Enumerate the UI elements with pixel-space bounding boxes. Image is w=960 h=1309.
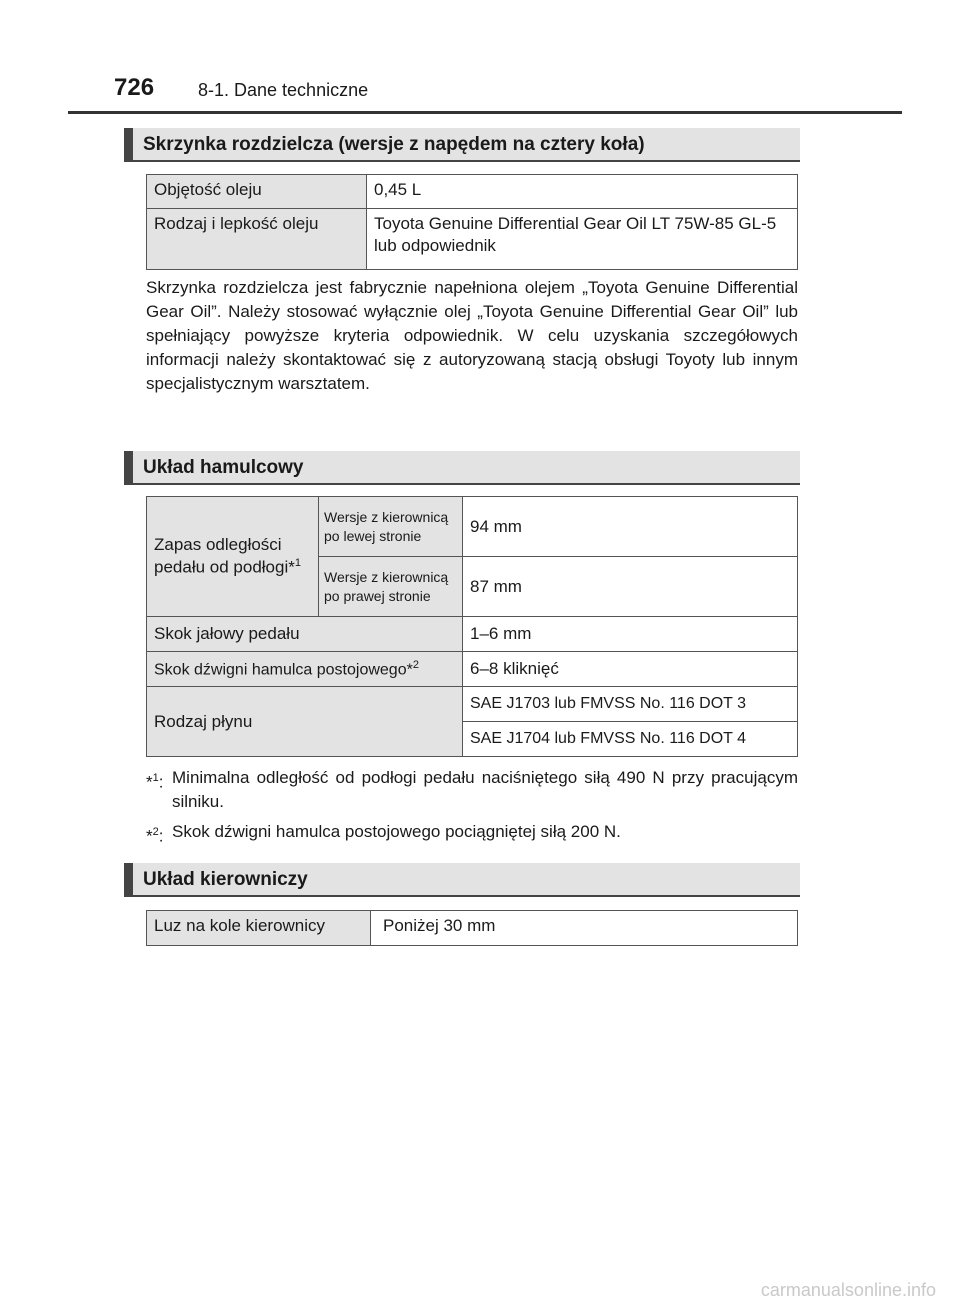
footnote-marker: *$^2$: <box>146 826 164 846</box>
section-title: Układ kierowniczy <box>143 869 308 890</box>
footnote <box>146 820 798 844</box>
steering-table <box>146 910 798 946</box>
free-play-label: Skok jałowy pedału <box>147 617 463 652</box>
footnote-text: Minimalna odległość od podłogi pedału naciśniętego siłą 490 N przy pracującym silniku. <box>172 768 798 811</box>
header-rule <box>68 111 902 114</box>
table-row <box>147 652 798 687</box>
table-row <box>147 175 798 209</box>
fluid-value-1: SAE J1703 lub FMVSS No. 116 DOT 3 <box>463 687 798 722</box>
free-play-value: 1–6 mm <box>463 617 798 652</box>
rhd-value: 87 mm <box>463 557 798 617</box>
footnote-text: Skok dźwigni hamulca postojowego pociągniętej siłą 200 N. <box>172 822 621 841</box>
parking-label: Skok dźwigni hamulca postojowego*$^2$ <box>147 652 463 687</box>
table-row <box>147 911 798 946</box>
table-value: 0,45 L <box>367 175 798 209</box>
section-label: 8-1. Dane techniczne <box>198 80 369 100</box>
steering-label: Luz na kole kierownicy <box>147 911 371 946</box>
lhd-label: Wersje z kierownicą po lewej stronie <box>319 497 463 557</box>
table-label: Objętość oleju <box>147 175 367 209</box>
section-title: Układ hamulcowy <box>143 457 304 478</box>
table-row <box>147 497 798 557</box>
section-bar-brakes <box>124 451 800 485</box>
steering-value: Poniżej 30 mm <box>371 911 798 946</box>
parking-value: 6–8 kliknięć <box>463 652 798 687</box>
fluid-label: Rodzaj płynu <box>147 687 463 757</box>
transfer-paragraph: Skrzynka rozdzielcza jest fabrycznie napełniona olejem „Toyota Genuine Differential Gear Oil”. Należy stosować wyłącznie olej „Toyota Genuine Differential Gear Oil” lub spełniający powyższe kryteria odpowiednik. W celu uzyskania szczegółowych informacji należy skontaktować się z autoryzowaną stacją obsługi Toyoty lub innym specjalistycznym warsztatem. <box>146 278 798 393</box>
footnote-marker: *$^1$: <box>146 772 164 792</box>
section-bar-transfer <box>124 128 800 162</box>
section-bar-steering <box>124 863 800 897</box>
section-title: Skrzynka rozdzielcza (wersje z napędem na cztery koła) <box>143 134 645 155</box>
brake-table <box>146 496 798 757</box>
table-row <box>147 617 798 652</box>
table-row <box>147 209 798 270</box>
transfer-table <box>146 174 798 270</box>
watermark: carmanualsonline.info <box>760 1280 936 1300</box>
table-row <box>147 687 798 722</box>
table-label: Rodzaj i lepkość oleju <box>147 209 367 270</box>
table-value: Toyota Genuine Differential Gear Oil LT 75W-85 GL-5 lub odpowiednik <box>367 209 798 270</box>
fluid-value-2: SAE J1704 lub FMVSS No. 116 DOT 4 <box>463 722 798 757</box>
page-number: 726 <box>114 74 155 101</box>
rhd-label: Wersje z kierownicą po prawej stronie <box>319 557 463 617</box>
lhd-value: 94 mm <box>463 497 798 557</box>
pedal-reserve-label: Zapas odległości pedału od podłogi*$^1$ <box>147 497 319 617</box>
footnote <box>146 766 798 814</box>
